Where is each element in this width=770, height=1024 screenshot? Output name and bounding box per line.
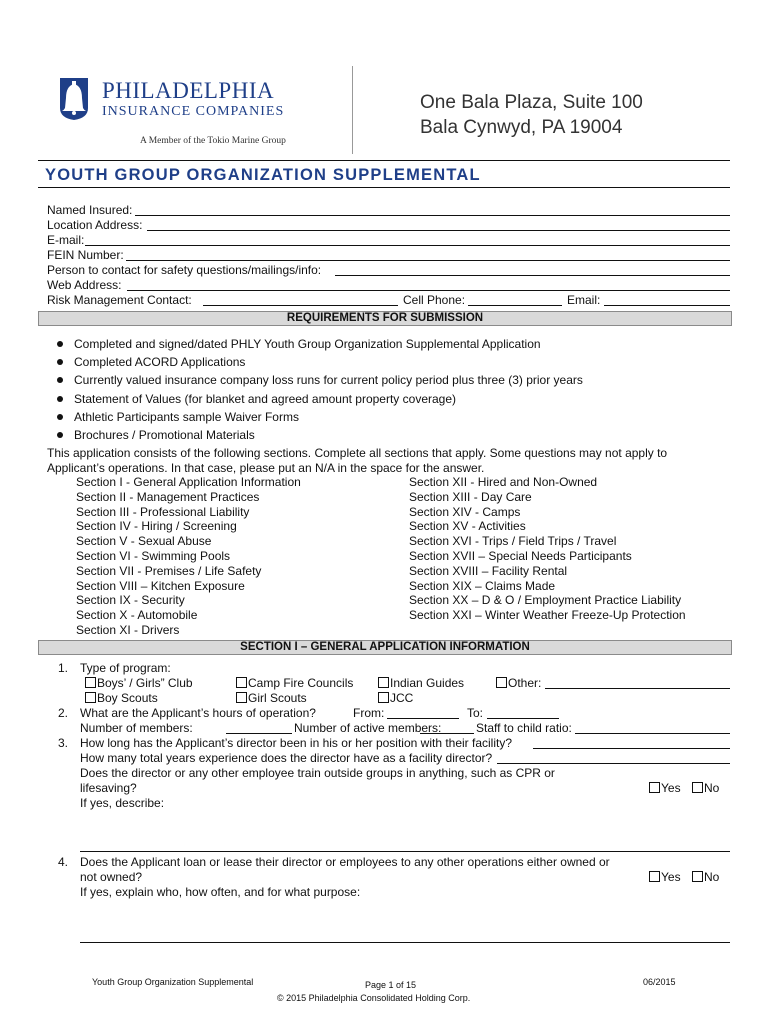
q4-number: 4. <box>58 855 69 869</box>
members-label: Number of members: <box>80 721 193 735</box>
option-jcc[interactable] <box>378 691 413 705</box>
page-title: YOUTH GROUP ORGANIZATION SUPPLEMENTAL <box>45 166 481 184</box>
named-insured-field[interactable] <box>135 215 730 216</box>
q3-line1: How long has the Applicant’s director been in his or her position with their facility? <box>80 736 513 750</box>
footer-page-number: Page 1 of 15 <box>365 980 417 990</box>
q3-line2: How many total years experience does the director have as a facility director? <box>80 751 493 765</box>
intro-line2: Applicant’s operations. In that case, please put an N/A in the space for the answer. <box>47 461 485 475</box>
named-insured-label: Named Insured: <box>47 203 133 217</box>
option-label: Indian Guides <box>390 676 465 690</box>
cell-phone-field[interactable] <box>468 305 562 306</box>
checkbox[interactable] <box>692 871 703 882</box>
option-other[interactable] <box>496 676 541 690</box>
q1-label: Type of program: <box>80 661 171 675</box>
checkbox[interactable] <box>236 677 247 688</box>
option-label: No <box>704 781 720 795</box>
hours-to-label: To: <box>467 706 484 720</box>
option-boy-scouts[interactable] <box>85 691 158 705</box>
liberty-bell-icon <box>52 74 96 122</box>
requirement-item: Currently valued insurance company loss runs for current policy period plus three (3) prior years <box>74 373 583 388</box>
fein-field[interactable] <box>126 260 730 261</box>
checkbox[interactable] <box>85 692 96 703</box>
q4-explain-field[interactable] <box>80 942 730 943</box>
fein-label: FEIN Number: <box>47 248 124 262</box>
contact-person-field[interactable] <box>335 275 730 276</box>
section-list-item: Section VII - Premises / Life Safety <box>76 563 262 578</box>
company-address-line1: One Bala Plaza, Suite 100 <box>420 92 643 113</box>
requirement-item: Athletic Participants sample Waiver Forms <box>74 409 299 424</box>
section-list-item: Section XVIII – Facility Rental <box>409 563 568 578</box>
q3-yes-option[interactable] <box>649 781 681 795</box>
q2-label: What are the Applicant’s hours of operation? <box>80 706 316 720</box>
cell-phone-label: Cell Phone: <box>403 293 466 307</box>
section-list-item: Section XIII - Day Care <box>409 489 532 504</box>
section-list-item: Section I - General Application Information <box>76 475 301 489</box>
q3-line3: Does the director or any other employee train outside groups in anything, such as CPR or <box>80 766 555 780</box>
bullet-icon <box>57 359 63 365</box>
checkbox[interactable] <box>692 782 703 793</box>
section-list-item: Section VI - Swimming Pools <box>76 549 231 563</box>
option-label: Boys’ / Girls” Club <box>97 676 193 690</box>
bullet-icon <box>57 414 63 420</box>
section-list-item: Section XVII – Special Needs Participants <box>409 549 632 563</box>
section-list-item: Section IX - Security <box>76 593 185 608</box>
hours-from-field[interactable] <box>387 718 459 719</box>
section-list-item: Section XXI – Winter Weather Freeze-Up Protection <box>409 608 686 623</box>
bullet-icon <box>57 377 63 383</box>
section-list-item: Section XVI - Trips / Field Trips / Travel <box>409 534 617 549</box>
active-members-label: Number of active members: <box>294 721 442 735</box>
company-logo <box>52 74 302 154</box>
option-label: Yes <box>661 870 681 884</box>
logo-name: PHILADELPHIA <box>102 78 275 103</box>
option-label: Camp Fire Councils <box>248 676 354 690</box>
option-label: Girl Scouts <box>248 691 307 705</box>
bullet-icon <box>57 396 63 402</box>
option-girl-scouts[interactable] <box>236 691 307 705</box>
option-indian-guides[interactable] <box>378 676 464 690</box>
q4-line1: Does the Applicant loan or lease their director or employees to any other operations either owned or <box>80 855 610 869</box>
checkbox[interactable] <box>378 677 389 688</box>
q4-yes-option[interactable] <box>649 870 681 884</box>
footer-form-name: Youth Group Organization Supplemental <box>92 977 254 987</box>
risk-email-field[interactable] <box>604 305 730 306</box>
title-rule <box>38 160 730 161</box>
director-tenure-field[interactable] <box>533 748 730 749</box>
header-divider <box>352 66 353 154</box>
checkbox[interactable] <box>85 677 96 688</box>
risk-contact-label: Risk Management Contact: <box>47 293 192 307</box>
checkbox[interactable] <box>236 692 247 703</box>
q3-line4: lifesaving? <box>80 781 137 795</box>
footer-date: 06/2015 <box>643 977 676 987</box>
section-list-item: Section XV - Activities <box>409 519 526 534</box>
q3-no-option[interactable] <box>692 781 719 795</box>
section-list-item: Section X - Automobile <box>76 608 198 623</box>
option-camp-fire[interactable] <box>236 676 353 690</box>
bullet-icon <box>57 341 63 347</box>
q4-line2: not owned? <box>80 870 143 884</box>
checkbox[interactable] <box>649 871 660 882</box>
option-label: Boy Scouts <box>97 691 158 705</box>
q1-number: 1. <box>58 661 69 675</box>
logo-member-line: A Member of the Tokio Marine Group <box>140 136 286 146</box>
director-experience-field[interactable] <box>497 763 730 764</box>
risk-contact-field[interactable] <box>203 305 398 306</box>
web-address-field[interactable] <box>127 290 730 291</box>
option-boys-girls-club[interactable] <box>85 676 193 690</box>
section1-heading: SECTION I – GENERAL APPLICATION INFORMATION <box>38 640 732 655</box>
checkbox[interactable] <box>496 677 507 688</box>
bullet-icon <box>57 432 63 438</box>
hours-to-field[interactable] <box>487 718 559 719</box>
intro-line1: This application consists of the following sections. Complete all sections that apply. Some questions may not apply to <box>47 446 668 460</box>
checkbox[interactable] <box>378 692 389 703</box>
q4-no-option[interactable] <box>692 870 719 884</box>
section-list-item: Section III - Professional Liability <box>76 504 250 519</box>
contact-person-label: Person to contact for safety questions/mailings/info: <box>47 263 322 277</box>
section-list-item: Section XX – D & O / Employment Practice Liability <box>409 593 682 608</box>
footer-copyright: © 2015 Philadelphia Consolidated Holding Corp. <box>277 993 471 1003</box>
company-address-line2: Bala Cynwyd, PA 19004 <box>420 117 623 138</box>
logo-subname: INSURANCE COMPANIES <box>102 104 285 119</box>
option-label: No <box>704 870 720 884</box>
email-label: E-mail: <box>47 233 85 247</box>
q3-line5: If yes, describe: <box>80 796 165 810</box>
requirement-item: Completed and signed/dated PHLY Youth Group Organization Supplemental Application <box>74 337 541 351</box>
q3-describe-field[interactable] <box>80 851 730 852</box>
section-list-item: Section XIX – Claims Made <box>409 578 556 593</box>
other-program-field[interactable] <box>545 688 730 689</box>
active-members-field[interactable] <box>420 733 474 734</box>
option-label: JCC <box>390 691 414 705</box>
requirement-item: Brochures / Promotional Materials <box>74 428 255 442</box>
section-list-item: Section XIV - Camps <box>409 504 521 519</box>
section-list-item: Section XII - Hired and Non-Owned <box>409 475 598 489</box>
web-address-label: Web Address: <box>47 278 122 292</box>
requirement-item: Completed ACORD Applications <box>74 355 246 370</box>
title-underline <box>38 187 730 188</box>
staff-ratio-field[interactable] <box>575 733 730 734</box>
staff-ratio-label: Staff to child ratio: <box>476 721 572 735</box>
option-label: Yes <box>661 781 681 795</box>
location-address-field[interactable] <box>147 230 730 231</box>
checkbox[interactable] <box>649 782 660 793</box>
q4-line3: If yes, explain who, how often, and for what purpose: <box>80 885 361 899</box>
section-list-item: Section IV - Hiring / Screening <box>76 519 237 534</box>
location-address-label: Location Address: <box>47 218 143 232</box>
risk-email-label: Email: <box>567 293 601 307</box>
q3-number: 3. <box>58 736 69 750</box>
section-list-item: Section II - Management Practices <box>76 489 260 504</box>
requirements-heading: REQUIREMENTS FOR SUBMISSION <box>38 311 732 326</box>
section-list-item: Section XI - Drivers <box>76 623 180 637</box>
section-list-item: Section V - Sexual Abuse <box>76 534 212 549</box>
requirement-item: Statement of Values (for blanket and agreed amount property coverage) <box>74 391 457 406</box>
option-label: Other: <box>508 676 542 690</box>
email-field[interactable] <box>85 245 730 246</box>
section-list-item: Section VIII – Kitchen Exposure <box>76 578 245 593</box>
hours-from-label: From: <box>353 706 385 720</box>
q2-number: 2. <box>58 706 69 720</box>
members-field[interactable] <box>226 733 292 734</box>
